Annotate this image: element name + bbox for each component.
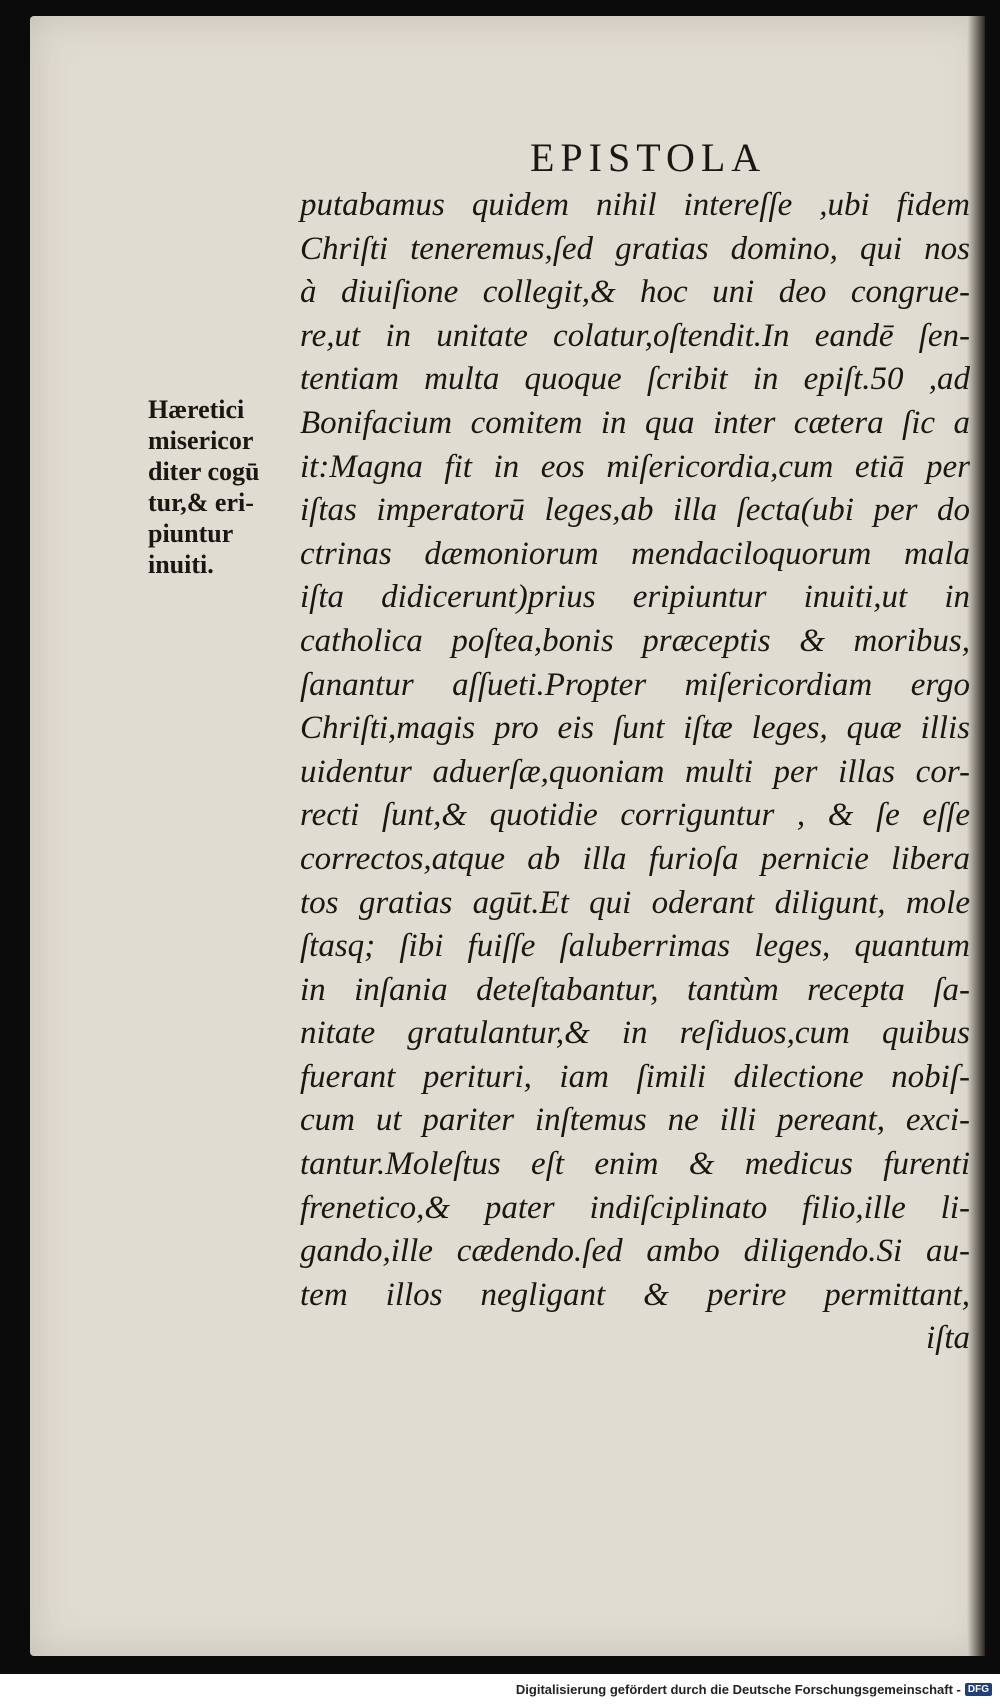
marginal-note-line: tur,& eri- <box>148 488 254 517</box>
running-head: EPISTOLA <box>530 135 767 180</box>
text-line: correctos,atque ab illa furioſa pernicie libera <box>300 840 970 877</box>
book-page <box>30 16 985 1656</box>
text-line: ctrinas dæmoniorum mendaciloquorum mala <box>300 535 970 572</box>
text-line: putabamus quidem nihil intereſſe ,ubi fidem <box>300 187 970 223</box>
text-line: in inſania deteſtabantur, tantùm recepta ſa- <box>300 971 970 1008</box>
catchword: iſta <box>925 1320 970 1357</box>
marginal-note-line: Hæretici <box>148 395 245 424</box>
digitization-footer <box>0 1674 1000 1704</box>
text-line: iſta didicerunt)prius eripiuntur inuiti,ut in <box>300 579 970 616</box>
text-line: catholica poſtea,bonis præceptis & moribus, <box>300 622 970 659</box>
text-line: à diuiſione collegit,& hoc uni deo congrue- <box>300 274 970 311</box>
text-line: recti ſunt,& quotidie corriguntur , & ſe eſſe <box>300 797 970 834</box>
marginal-note-line: piuntur <box>148 519 234 548</box>
dfg-logo-icon: DFG <box>965 1683 992 1696</box>
text-line: frenetico,& pater indiſciplinato filio,ille li- <box>300 1189 970 1226</box>
text-line: cum ut pariter inſtemus ne illi pereant, exci- <box>300 1102 970 1139</box>
text-line: tentiam multa quoque ſcribit in epiſt.50 ,ad <box>300 361 970 398</box>
text-line: gando,ille cædendo.ſed ambo diligendo.Si au- <box>300 1233 970 1270</box>
marginal-note-line: misericor <box>148 426 254 455</box>
text-line: tantur.Moleſtus eſt enim & medicus furenti <box>300 1146 970 1183</box>
text-line: re,ut in unitate colatur,oſtendit.In eandē ſen- <box>300 317 970 354</box>
text-line: uidentur aduerſæ,quoniam multi per illas cor- <box>300 753 970 790</box>
text-line: fuerant perituri, iam ſimili dilectione nobiſ- <box>300 1058 970 1095</box>
text-line: tos gratias agūt.Et qui oderant diligunt, mole <box>300 884 970 921</box>
text-line: iſtas imperatorū leges,ab illa ſecta(ubi per do <box>300 492 970 529</box>
footer-credit: Digitalisierung gefördert durch die Deutsche Forschungsgemeinschaft - <box>515 1681 961 1697</box>
marginal-note-line: inuiti. <box>148 550 214 579</box>
text-line: ſtasq; ſibi fuiſſe ſaluberrimas leges, quantum <box>300 928 970 965</box>
text-line: Bonifacium comitem in qua inter cætera ſic a <box>300 404 970 441</box>
marginal-note-line: diter cogū <box>148 457 260 486</box>
text-line: nitate gratulantur,& in reſiduos,cum quibus <box>300 1015 970 1052</box>
text-line: Chriſti,magis pro eis ſunt iſtæ leges, quæ illis <box>300 710 970 747</box>
marginal-note <box>148 394 308 580</box>
body-text <box>300 184 970 1361</box>
text-line: tem illos negligant & perire permittant, <box>300 1276 970 1313</box>
text-line: Chriſti teneremus,ſed gratias domino, qui nos <box>300 230 970 267</box>
text-line: ſanantur aſſueti.Propter miſericordiam ergo <box>300 666 970 703</box>
text-line: it:Magna fit in eos miſericordia,cum etiā per <box>300 448 970 485</box>
